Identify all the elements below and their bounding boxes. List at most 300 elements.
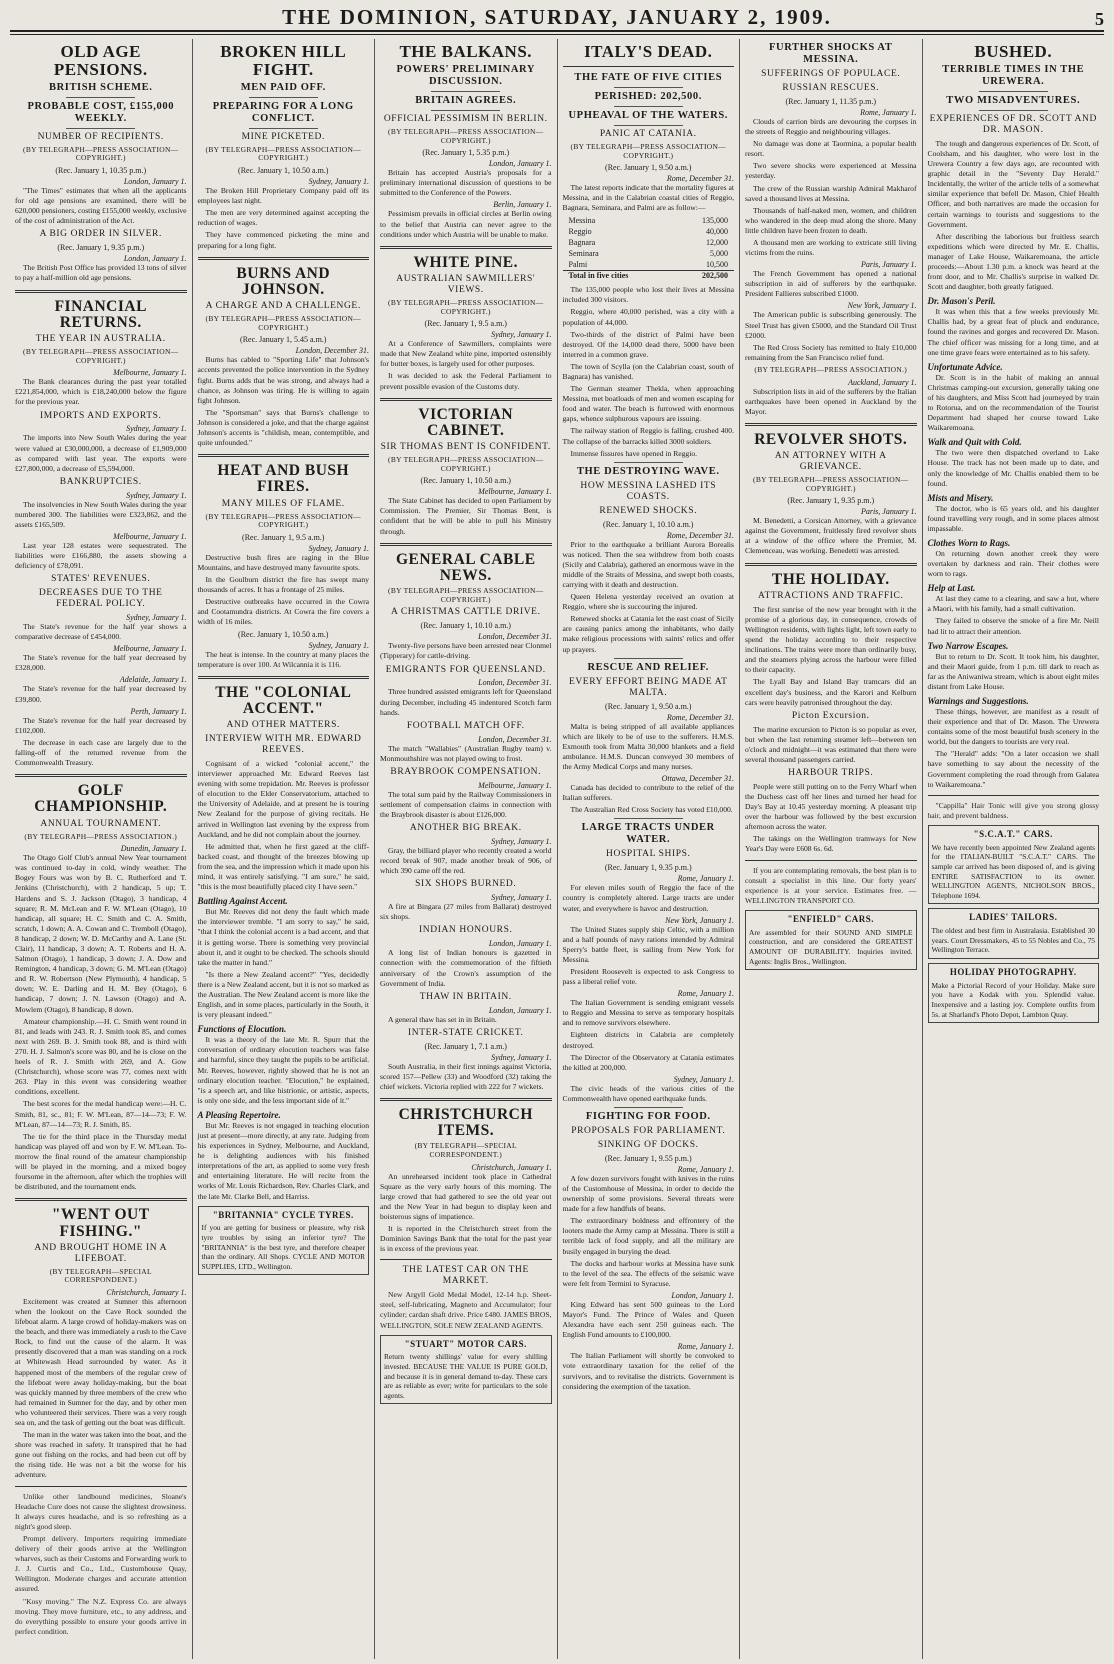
article-paragraph: Two severe shocks were experienced at Messina yesterday. bbox=[745, 161, 917, 181]
article-paragraph: Canada has decided to contribute to the relief of the Italian sufferers. bbox=[562, 783, 734, 803]
dateline: Melbourne, January 1. bbox=[478, 780, 552, 790]
article-paragraph: The State Cabinet has decided to open Parliament by Commission. The Premier, Sir Thomas Bent, is confident that he will be able to pull his Ministry through. bbox=[380, 496, 552, 536]
article-paragraph: Malta is being stripped of all available appliances which are likely to be of use to the sufferers. H.M.S. Exmouth took from Malta 30,000 blankets and a field ambulance. H.M.S. Duncan conveyed 30 members of the Army Medical Corps and many nurses. bbox=[562, 721, 734, 771]
table-total-row bbox=[563, 271, 735, 282]
article-paragraph: These things, however, are manifest as a result of their experience and that of Dr. Mason. The Urewera contains some of the most beautiful bush scenery in the world, but the dangers to tourists are very real. bbox=[927, 707, 1099, 747]
advert-stuart-motor-cars bbox=[380, 1335, 552, 1405]
article-paragraph: Immense fissures have opened in Reggio. bbox=[570, 448, 698, 458]
table-row bbox=[563, 249, 735, 260]
headline-revolver-shots: REVOLVER SHOTS. bbox=[754, 430, 908, 448]
headline-the-balkans: THE BALKANS. bbox=[399, 42, 533, 61]
article-paragraph: The German steamer Thekla, when approaching Messina, met boatloads of men and women escaping for food and water. The beach is furrowed with enormous gaps, whence sulphurous vapours are issuing. bbox=[562, 384, 734, 424]
article-paragraph: Last year 128 estates were sequestrated. The liabilities were £166,880, the assets showing a deficiency of £78,091. bbox=[15, 541, 187, 571]
subhead: DECREASES DUE TO THE FEDERAL POLICY. bbox=[38, 588, 163, 610]
article-paragraph: Subscription lists in aid of the sufferers by the Italian earthquakes have been opened in Auckland by the Mayor. bbox=[745, 386, 917, 416]
advert-body: Return twenty shillings' value for every shilling invested. BECAUSE THE VALUE IS PURE GOLD, and because it is in general demand to-day. These cars are as reliable as ever; write for particulars to the sole agents. bbox=[384, 1352, 548, 1400]
article-paragraph: The town of Scylla (on the Calabrian coast, south of Bagnara) has vanished. bbox=[562, 361, 734, 382]
article-paragraph: Cognisant of a wicked "colonial accent," the interviewer approached Mr. Edward Reeves last evening with some trepidation. Mr. Reeves is professor of elocution to the Elder Conservatorium, attached to the University of Adelaide, and at present he is touring New Zealand for the purpose of giving recitals. He arrived in Wellington last evening by the express from Auckland, and he did not complain about the journey. bbox=[197, 759, 369, 839]
article-paragraph: On returning down another creek they were overtaken by darkness and rain. Their clothes were worn to rags. bbox=[927, 548, 1099, 579]
subhead: AN ATTORNEY WITH A GRIEVANCE. bbox=[774, 451, 887, 473]
credit-line: (BY TELEGRAPH—PRESS ASSOCIATION—COPYRIGHT.) bbox=[205, 144, 361, 163]
side-heading: Functions of Elocution. bbox=[197, 1024, 287, 1035]
total-label: Total in five cities bbox=[563, 271, 675, 282]
dateline: Paris, January 1. bbox=[860, 507, 917, 517]
dateline: Melbourne, January 1. bbox=[478, 487, 552, 497]
dateline: Paris, January 1. bbox=[860, 260, 917, 270]
subhead: PANIC AT CATANIA. bbox=[599, 129, 697, 140]
article-paragraph: Clouds of carrion birds are devouring the corpses in the streets of Reggio and neighbouring villages. bbox=[745, 116, 917, 137]
article-paragraph: The men are very determined against accepting the reduction of wages. bbox=[197, 208, 369, 228]
article-paragraph: President Roosevelt is expected to ask Congress to pass a liberal relief vote. bbox=[562, 966, 734, 987]
credit-line: (BY TELEGRAPH—PRESS ASSOCIATION—COPYRIGHT.) bbox=[388, 455, 544, 473]
received-date: (Rec. January 1, 10.50 a.m.) bbox=[238, 166, 329, 176]
credit-line: (BY TELEGRAPH—PRESS ASSOCIATION—COPYRIGHT.) bbox=[388, 297, 544, 316]
subhead: AUSTRALIAN SAWMILLERS' VIEWS. bbox=[396, 274, 536, 295]
side-heading: Help at Last. bbox=[927, 583, 976, 594]
received-date: (Rec. January 1, 11.35 p.m.) bbox=[785, 96, 877, 106]
article-paragraph: It was decided to ask the Federal Parliament to prevent possible evasion of the Customs duty. bbox=[380, 371, 552, 391]
subhead: LARGE TRACTS UNDER WATER. bbox=[581, 822, 715, 846]
death-count: 10,500 bbox=[706, 259, 728, 269]
article-paragraph: The man in the water was taken into the boat, and the shore was reached in safety. It transpired that he had gone out fishing on the rocks, and had been cut off by the rising tide. He was not a bit the worse for his adventure. bbox=[15, 1430, 187, 1480]
dateline: London, December 31. bbox=[478, 678, 552, 688]
side-heading: Walk and Quit with Cold. bbox=[927, 437, 1022, 448]
dateline: Sydney, January 1. bbox=[491, 837, 552, 846]
received-date: (Rec. January 1, 9.55 p.m.) bbox=[604, 1153, 692, 1163]
article-paragraph: The latest reports indicate that the mortality figures at Messina, and in the Calabrian coastal cities of Reggio, Bagnara, Seminara, and Palmi are as follow:— bbox=[562, 183, 734, 213]
subhead: ANNUAL TOURNAMENT. bbox=[40, 818, 162, 829]
article-paragraph: But Mr. Reeves did not deny the fault which made the interviewer tremble. "I am sorry to say," he said, "that I think the colonial accent is a bad accent, and that it is getting worse. There is something very provincial about it, and it ought to be checked. The schools should take the matter in hand." bbox=[197, 907, 369, 967]
dateline: Rome, January 1. bbox=[677, 1164, 734, 1174]
advert-heading: "STUART" MOTOR CARS. bbox=[404, 1338, 527, 1349]
article-paragraph: "Is there a New Zealand accent?" "Yes, decidedly there is a New Zealand accent, but it is not so marked as the Australian. The New Zealand accent is more like the English, and in some places, particularly in the South, it is very pleasant indeed." bbox=[197, 969, 369, 1020]
subhead: FIGHTING FOR FOOD. bbox=[585, 1111, 711, 1123]
dateline: London, December 31. bbox=[295, 346, 369, 356]
advert-heading: LADIES' TAILORS. bbox=[969, 912, 1058, 923]
article-paragraph: The tough and dangerous experiences of Dr. Scott, of Coolsham, and his daughter, who were lost in the Urewera Country a few days ago, are recounted with graphic detail in the "Seventy Day Herald." Incidentally, the writer of the article tells of a somewhat similar experience that befell Dr. Mason, Chief Health Officer, and both narratives are made the occasion for certain warnings to tourists and suggestions to the Government. bbox=[927, 138, 1099, 229]
subhead: SINKING OF DOCKS. bbox=[597, 1140, 699, 1150]
headline-christchurch-items: CHRISTCHURCH ITEMS. bbox=[398, 1105, 533, 1140]
article-paragraph: The first sunrise of the new year brought with it the promise of a glorious day, in consequence, crowds of Wellington residents, with lights light, left town early to spend the holiday according to their respective inclinations. The trains were more than ordinarily busy, and the steamers plying across the harbour were filled to their capacity. bbox=[745, 604, 917, 675]
subhead: INTER-STATE CRICKET. bbox=[407, 1027, 524, 1038]
headline-italys-dead: ITALY'S DEAD. bbox=[584, 42, 713, 61]
advert-holiday-photography bbox=[928, 963, 1100, 1023]
credit-line: (BY TELEGRAPH—PRESS ASSOCIATION—COPYRIGHT.) bbox=[388, 586, 544, 604]
column-2 bbox=[193, 39, 376, 1659]
article-paragraph: The British Post Office has provided 13 tons of silver to pay a half-million old age pensions. bbox=[15, 263, 187, 283]
dateline: Auckland, January 1. bbox=[848, 377, 917, 387]
subhead: BRITAIN AGREES. bbox=[415, 94, 517, 106]
article-paragraph: A few dozen survivors fought with knives in the ruins of the Customhouse of Messina, in order to decide the ownership of some provisions. Several threats were made for a few handfuls of beans. bbox=[562, 1173, 734, 1214]
dateline: London, January 1. bbox=[671, 1290, 734, 1300]
subhead: IMPORTS AND EXPORTS. bbox=[40, 410, 162, 421]
advert-paragraph: New Argyll Gold Medal Model, 12-14 h.p. Sheet-steel, self-lubricating, Magneto and Accumulator; four cylinder; cardan shaft drive. Price £480. JAMES BROS, WELLINGTON, SOLE NEW ZEALAND AGENTS. bbox=[380, 1290, 552, 1330]
subhead: EXPERIENCES OF DR. SCOTT AND DR. MASON. bbox=[929, 114, 1097, 135]
subhead: ANOTHER BIG BREAK. bbox=[409, 823, 522, 834]
subhead: BRAYBROOK COMPENSATION. bbox=[390, 766, 542, 777]
column-4 bbox=[558, 39, 741, 1659]
dateline: New York, January 1. bbox=[665, 915, 734, 925]
dateline: Sydney, January 1. bbox=[673, 1074, 734, 1084]
subhead: RUSSIAN RESCUES. bbox=[782, 83, 880, 94]
subhead: A CHRISTMAS CATTLE DRIVE. bbox=[390, 607, 541, 618]
subhead: RESCUE AND RELIEF. bbox=[587, 661, 710, 673]
death-toll-table bbox=[563, 216, 735, 282]
article-paragraph: Two-thirds of the district of Palmi have been destroyed. Of the 14,000 dead there, 5000 have been interred in a common grave. bbox=[562, 329, 734, 359]
city-name: Messina bbox=[568, 216, 596, 226]
subhead: HOW MESSINA LASHED ITS COASTS. bbox=[580, 480, 717, 502]
credit-line: (BY TELEGRAPH—PRESS ASSOCIATION—COPYRIGHT.) bbox=[388, 126, 544, 145]
dateline: London, January 1. bbox=[488, 159, 552, 169]
article-paragraph: The Italian Government is sending emigrant vessels to Reggio and Messina to serve as temporary hospitals and to remove survivors elsewhere. bbox=[562, 998, 734, 1028]
article-paragraph: The Lyall Bay and Island Bay tramcars did an excellent day's business, and the Karori and Kelburn cars were heavily patronised throughout the day. bbox=[745, 677, 917, 707]
subhead: MINE PICKETED. bbox=[241, 131, 325, 142]
subhead: AND BROUGHT HOME IN A LIFEBOAT. bbox=[34, 1242, 168, 1264]
received-date: (Rec. January 1, 5.35 p.m.) bbox=[422, 148, 510, 158]
dateline: London, December 31. bbox=[478, 734, 552, 744]
subhead: PREPARING FOR A LONG CONFLICT. bbox=[212, 100, 354, 124]
column-1 bbox=[10, 39, 193, 1659]
article-paragraph: After describing the laborious but fruitless search expeditions which were directed by Mr. E. Challis, manager of Lake House, Waikaremoana, the article proceeds:—About 1.30 p.m. a knock was heard at the front door, and to Mr. Challis's surprise in walked Dr. Scott and daughter, both greatly fatigued. bbox=[927, 231, 1099, 292]
dateline: Rome, December 31. bbox=[666, 530, 734, 540]
advert-britannia-tyres bbox=[198, 1206, 370, 1276]
advert-paragraph: Unlike other landbound medicines, Sloane's Headache Cure does not cause the slightest drowsiness. It always cures headache, and is so refreshing as a night's good sleep. bbox=[15, 1491, 187, 1531]
article-paragraph: People were still putting on to the Ferry Wharf when the Duchess cast off her lines and turned her head for Day's Bay at 10.45 yesterday morning. A pleasant trip over the harbour was followed by the best excursion afternoon across the water. bbox=[745, 781, 917, 832]
article-paragraph: The Australian Red Cross Society has voted £10,000. bbox=[570, 805, 733, 815]
article-paragraph: The State's revenue for the half year shows a comparative decrease of £454,000. bbox=[15, 622, 187, 642]
subhead: SIX SHOPS BURNED. bbox=[415, 879, 517, 890]
article-paragraph: The civic heads of the various cities of the Commonwealth have opened earthquake funds. bbox=[562, 1083, 734, 1103]
death-count: 5,000 bbox=[710, 248, 728, 258]
subhead: FOOTBALL MATCH OFF. bbox=[406, 720, 525, 731]
columns bbox=[10, 39, 1104, 1659]
credit-line: (BY TELEGRAPH—PRESS ASSOCIATION—COPYRIGHT.) bbox=[205, 314, 361, 332]
advert-heading: "BRITANNIA" CYCLE TYRES. bbox=[212, 1209, 354, 1220]
article-paragraph: A general thaw has set in in Britain. bbox=[388, 1014, 497, 1024]
article-paragraph: The Director of the Observatory at Catania estimates the killed at 200,000. bbox=[562, 1052, 734, 1072]
article-paragraph: The Broken Hill Proprietary Company paid off its employees last night. bbox=[197, 186, 369, 206]
received-date: (Rec. January 1, 9.35 p.m.) bbox=[604, 863, 692, 873]
side-heading: Unfortunate Advice. bbox=[927, 361, 1003, 372]
article-paragraph: Britain has accepted Austria's proposals for a preliminary international discussion of questions to be submitted to the Conference of the Powers. bbox=[380, 168, 552, 198]
dateline: Melbourne, January 1. bbox=[113, 644, 187, 654]
advert-heading: HOLIDAY PHOTOGRAPHY. bbox=[949, 966, 1077, 977]
death-count: 40,000 bbox=[706, 227, 728, 237]
headline-colonial-accent: THE "COLONIAL ACCENT." bbox=[215, 683, 352, 717]
headline-burns-and-johnson: BURNS AND JOHNSON. bbox=[236, 264, 331, 298]
masthead bbox=[10, 4, 1104, 32]
subhead: PROBABLE COST, £155,000 WEEKLY. bbox=[27, 100, 175, 124]
city-name: Bagnara bbox=[568, 238, 596, 248]
subhead: THE YEAR IN AUSTRALIA. bbox=[35, 334, 166, 345]
dateline: Sydney, January 1. bbox=[308, 177, 369, 187]
subhead: EMIGRANTS FOR QUEENSLAND. bbox=[385, 664, 546, 675]
article-paragraph: The Bank clearances during the past year totalled £221,854,000, which is £18,240,000 below the figure for the previous year. bbox=[15, 377, 187, 407]
dateline: Rome, January 1. bbox=[677, 989, 734, 999]
subhead: THE DESTROYING WAVE. bbox=[576, 465, 720, 477]
death-count: 135,000 bbox=[702, 216, 728, 226]
subhead: AND OTHER MATTERS. bbox=[226, 720, 340, 731]
subhead: TERRIBLE TIMES IN THE UREWERA. bbox=[942, 63, 1085, 87]
headline-white-pine: WHITE PINE. bbox=[413, 253, 519, 271]
article-paragraph: The railway station of Reggio is falling, crushed 400. The collapse of the barracks killed 3000 soldiers. bbox=[562, 426, 734, 446]
article-paragraph: The tie for the third place in the Thursday medal handicap was played off and won by F. W. M'Lean. To-morrow the final round of the amateur championship will be played in the morning, and a mixed bogey foursome in the afternoon, after which the trophies will be distributed, and the tournament ends. bbox=[15, 1131, 187, 1192]
dateline: Sydney, January 1. bbox=[491, 330, 552, 340]
advert-heading: "ENFIELD" CARS. bbox=[787, 913, 874, 924]
article-paragraph: Twenty-five persons have been arrested near Clonmel (Tipperary) for cattle-driving. bbox=[380, 641, 552, 661]
article-paragraph: M. Benedetti, a Corsican Attorney, with a grievance against the Government, fruitlessly fired revolver shots at a window of the office where the Premier, M. Clemenceau, was working. Benedetti was arrested. bbox=[745, 516, 917, 556]
dateline: New York, January 1. bbox=[847, 301, 917, 311]
credit-line: (BY TELEGRAPH—PRESS ASSOCIATION—COPYRIGHT.) bbox=[23, 346, 179, 365]
subhead: THE LATEST CAR ON THE MARKET. bbox=[402, 1265, 529, 1287]
advert-scat-cars bbox=[928, 825, 1100, 904]
article-paragraph: Excitement was created at Sumner this afternoon when the lookout on the Cave Rock sounded the lifeboat alarm. A large crowd of holiday-makers was on the beach, and there was immediately a rush to the Cave Rock, to find out the cause of the alarm. It was presently discovered that a man was standing on a rock at Whitewash Head surrounded by water. As it happened most of the members of the regular crew of the lifeboat were away holiday-making, but the boat was quickly manned by three members of the crew who had remained in Sumner for the day, and by other men who volunteered their services. There was a very rough sea on, and the task of getting out the boat was difficult. bbox=[15, 1296, 187, 1428]
dateline: London, January 1. bbox=[488, 939, 552, 949]
subhead: POWERS' PRELIMINARY DISCUSSION. bbox=[396, 63, 535, 87]
dateline: Berlin, January 1. bbox=[493, 200, 552, 210]
headline-old-age-pensions: OLD AGE PENSIONS. bbox=[53, 42, 148, 79]
advert-paragraph: "Kosy moving." The N.Z. Express Co. are always moving. They move furniture, etc., to any address, and do everything possible to ensure your goods arrive in perfect condition. bbox=[15, 1596, 187, 1636]
subhead: MEN PAID OFF. bbox=[240, 81, 326, 93]
headline-went-out-fishing: "WENT OUT FISHING." bbox=[51, 1206, 150, 1240]
subhead: INTERVIEW WITH MR. EDWARD REEVES. bbox=[205, 734, 362, 756]
subhead: TWO MISADVENTURES. bbox=[946, 94, 1081, 106]
advert-paragraph: Prompt delivery. Importers requiring immediate delivery of their goods arrive at the Wellington wharves, such as their Customs and Forwarding work to J. J. Curtis and Co., Ltd., Customhouse Quay, Wellington. Moderate charges and accurate attention assured. bbox=[15, 1533, 187, 1594]
article-paragraph: For eleven miles south of Reggio the face of the country is completely altered. Large tracts are under water, and everywhere is havoc and destruction. bbox=[562, 883, 734, 913]
article-paragraph: No damage was done at Taormina, a popular health resort. bbox=[745, 139, 917, 159]
side-heading: Mists and Misery. bbox=[927, 492, 994, 503]
subhead: PERISHED: 202,500. bbox=[594, 90, 702, 102]
article-paragraph: The heat is intense. In the country at many places the temperature is over 100. At Wilcannia it is 116. bbox=[197, 649, 369, 669]
headline-financial-returns: FINANCIAL RETURNS. bbox=[54, 297, 147, 331]
subhead: BANKRUPTCIES. bbox=[59, 476, 142, 487]
article-paragraph: The insolvencies in New South Wales during the year numbered 300. The liabilities were £323,862, and the assets £165,509. bbox=[15, 499, 187, 529]
dateline: Rome, January 1. bbox=[677, 874, 734, 884]
advert-ladies-tailors bbox=[928, 908, 1100, 959]
subhead: INDIAN HONOURS. bbox=[419, 925, 513, 936]
article-paragraph: Burns has cabled to "Sporting Life" that Johnson's accents prevented the police intervention in the Sydney fight. Burns adds that he was strong, and always had a chance, as Johnson was tiring. He is willing to again fight Johnson. bbox=[197, 355, 369, 405]
article-paragraph: Destructive outbreaks have occurred in the Cowra and Cootamundra districts. At Cowra the fire covers a width of 16 miles. bbox=[197, 597, 369, 627]
subhead: ATTRACTIONS AND TRAFFIC. bbox=[758, 590, 904, 601]
article-paragraph: Thousands of half-naked men, women, and children who wandered in the deep mud along the shore. Many little children have been frozen to death. bbox=[745, 205, 917, 235]
article-paragraph: It was a theory of the late Mr. R. Spurr that the conversation of ordinary elocution teachers was false and harmful, since they taught the pupils to be artificial. Mr. Reeves, however, rightly showed that he is not an ordinary elocution teacher. "Elocution," he explained, "is a speech art, and like histrionic, or artistic, aspects, is only one side, and the less important side of it." bbox=[197, 1035, 369, 1105]
article-paragraph: Three hundred assisted emigrants left for Queensland during December, including 45 indentured Scotch farm hands. bbox=[380, 687, 552, 717]
article-paragraph: A thousand men are working to extricate still living victims from the ruins. bbox=[745, 238, 917, 258]
article-paragraph: The State's revenue for the half year decreased by £102,000. bbox=[15, 715, 187, 735]
article-paragraph: Prior to the earthquake a brilliant Aurora Borealis was noticed. Then the sea withdrew from both coasts (Sicily and Calabria), gathered an enormous wave in the middle of the Straits of Messina, and swept both coasts, carrying with it death and destruction. bbox=[562, 539, 734, 589]
article-paragraph: The American public is subscribing generously. The Steel Trust has given £5000, and the Standard Oil Trust £2000. bbox=[745, 310, 917, 340]
subhead: SUFFERINGS OF POPULACE. bbox=[761, 69, 901, 80]
advert-paragraph: "Cappilla" Hair Tonic will give you strong glossy hair, and prevent baldness. bbox=[927, 800, 1099, 820]
dateline: London, December 31. bbox=[478, 632, 552, 642]
received-date: (Rec. January 1, 9.35 p.m.) bbox=[787, 496, 875, 506]
side-heading: Warnings and Suggestions. bbox=[927, 696, 1029, 706]
dateline: Sydney, January 1. bbox=[126, 424, 187, 434]
table-row bbox=[563, 216, 735, 227]
advert-body: Are assembled for their SOUND AND SIMPLE construction, and are considered the GREATEST AMOUNT OF DURABILITY. Inquiries invited. Agents: Inglis Bros., Wellington. bbox=[749, 927, 913, 966]
subhead: HOSPITAL SHIPS. bbox=[606, 849, 691, 860]
dateline: Melbourne, January 1. bbox=[113, 532, 187, 542]
headline-bushed: BUSHED. bbox=[974, 42, 1053, 61]
credit-line: (BY TELEGRAPH—PRESS ASSOCIATION—COPYRIGHT.) bbox=[753, 474, 909, 493]
article-paragraph: The extraordinary boldness and effrontery of the looters made the Army camp at Messina. There is still a terrible lack of food supply, and all the military are busily engaged in burying the dead. bbox=[562, 1216, 734, 1256]
article-paragraph: They failed to observe the smoke of a fire Mr. Neill had lit to attract their attention. bbox=[927, 616, 1099, 636]
dateline: Rome, December 31. bbox=[666, 174, 734, 184]
article-paragraph: Queen Helena yesterday received an ovation at Reggio, where she is succouring the injured. bbox=[562, 592, 734, 612]
credit-line: (BY TELEGRAPH—SPECIAL CORRESPONDENT.) bbox=[414, 1141, 517, 1160]
article-paragraph: The "Sportsman" says that Burns's challenge to Johnson is considered a joke, and that the charge against Johnson's accents is "childish, mean, contemptible, and quite unfounded." bbox=[197, 407, 370, 448]
article-paragraph: A long list of Indian honours is gazetted in connection with the commemoration of the fiftieth anniversary of the Crown's assumption of the Government of India. bbox=[380, 948, 552, 988]
side-heading: Two Narrow Escapes. bbox=[927, 640, 1009, 651]
dateline: London, January 1. bbox=[123, 254, 187, 264]
column-6 bbox=[923, 39, 1105, 1659]
article-paragraph: It is reported in the Christchurch street from the Dominion Savings Bank that the total for the past year is in excess of the previous year. bbox=[380, 1224, 552, 1254]
subhead: FURTHER SHOCKS AT MESSINA. bbox=[769, 42, 893, 66]
dateline: London, January 1. bbox=[488, 1005, 552, 1015]
dateline: Melbourne, January 1. bbox=[113, 368, 187, 378]
headline-victorian-cabinet: VICTORIAN CABINET. bbox=[418, 405, 514, 439]
article-paragraph: The docks and harbour works at Messina have sunk to the level of the sea. The effects of the seismic wave were felt from Termini to Syracuse. bbox=[562, 1258, 734, 1288]
dateline: Rome, January 1. bbox=[677, 1342, 734, 1352]
article-paragraph: Destructive bush fires are raging in the Blue Mountains, and have destroyed many favourite spots. bbox=[197, 552, 369, 572]
advert-heading: "S.C.A.T." CARS. bbox=[973, 828, 1053, 839]
article-paragraph: The "Herald" adds: "On a later occasion we shall have something to say about the necessity of the Government completing the road through from Galatea to Waikaremoana." bbox=[927, 749, 1099, 789]
page-number: 5 bbox=[1095, 9, 1104, 29]
received-date: (Rec. January 1, 7.1 a.m.) bbox=[424, 1041, 507, 1051]
subhead: STATES' REVENUES. bbox=[51, 574, 151, 585]
side-heading: Dr. Mason's Peril. bbox=[927, 296, 996, 307]
credit-line: (BY TELEGRAPH—PRESS ASSOCIATION.) bbox=[24, 831, 178, 841]
credit-line: (BY TELEGRAPH—PRESS ASSOCIATION—COPYRIGHT.) bbox=[570, 141, 726, 160]
city-name: Seminara bbox=[568, 248, 599, 258]
article-paragraph: King Edward has sent 500 guineas to the Lord Mayor's Fund. The Prince of Wales and Queen Alexandra have each sent 250 guineas each. The English Fund amounts to £100,000. bbox=[562, 1299, 734, 1340]
article-paragraph: The crew of the Russian warship Admiral Makharof saved a thousand lives at Messina. bbox=[745, 183, 917, 203]
article-paragraph: The doctor, who is 65 years old, and his daughter found travelling very rough, and in some places almost impassable. bbox=[927, 503, 1099, 533]
dateline: London, January 1. bbox=[123, 177, 187, 187]
dateline: Adelaide, January 1. bbox=[119, 675, 187, 685]
subhead: RENEWED SHOCKS. bbox=[599, 505, 698, 516]
dateline: Ottawa, December 31. bbox=[661, 774, 734, 783]
subhead: HARBOUR TRIPS. bbox=[788, 768, 874, 778]
dateline: Sydney, January 1. bbox=[126, 490, 187, 500]
article-paragraph: Renewed shocks at Catania let the east coast of Sicily are causing panics among the inhabitants, who daily make religious processions with saints' relics and offer up prayers. bbox=[562, 614, 734, 654]
subhead: UPHEAVAL OF THE WATERS. bbox=[568, 109, 728, 121]
article-paragraph: The 135,000 people who lost their lives at Messina included 300 visitors. bbox=[562, 285, 734, 305]
headline-golf-championship: GOLF CHAMPIONSHIP. bbox=[34, 782, 168, 816]
advert-paragraph: If you are contemplating removals, the best plan is to consult a specialist in this line. Our forty years' experience is at your service. Estimates free. — WELLINGTON TRANSPORT CO. bbox=[745, 865, 917, 905]
advert-body: We have recently been appointed New Zealand agents for the ITALIAN-BUILT "S.C.A.T." CARS. The sample car arrived has been disposed of, and is giving ENTIRE SATISFACTION to its owner. WELLINGTON AGENTS, NICHOLSON BROS., Telephone 1694. bbox=[931, 842, 1095, 900]
advert-enfield-cars bbox=[745, 910, 917, 970]
article-paragraph: The Italian Parliament will shortly be convoked to vote extraordinary taxation for the relief of the survivors, and to revitalise the districts. Government is considering the exemption of the taxation. bbox=[562, 1351, 734, 1391]
article-paragraph: But to return to Dr. Scott. It took him, his daughter, and their Maori guide, from 1 p.m. till dark to reach as far as the Aniwaniwa stream, which is about eight miles distant from Lake House. bbox=[927, 651, 1099, 691]
article-paragraph: The imports into New South Wales during the year were valued at £30,000,000, a decrease of £1,909,000 as compared with last year. The exports were £27,800,000, a decrease of £5,594,000. bbox=[15, 433, 187, 473]
side-heading: Clothes Worn to Rags. bbox=[927, 537, 1011, 548]
article-paragraph: The two were then dispatched overland to Lake House. The track has not been made up to date, and only the knowledge of Mr. Challis enabled them to be found. bbox=[927, 448, 1099, 488]
article-paragraph: Reggio, where 40,000 perished, was a city with a population of 44,000. bbox=[562, 307, 734, 327]
article-paragraph: At last they came to a clearing, and saw a hut, where a Maori, with his family, had a small cultivation. bbox=[927, 594, 1099, 614]
article-paragraph: But Mr. Reeves is not engaged in teaching elocution just at present—more directly, at any rate. Judging from his experiences in Sydney, Melbourne, and Auckland, he is delighting audiences with his finished interpretations of the art, as applied to some very fresh and entertaining literature. He will recite from the works of Mr. Louis Richardson, Rev. Charles Clark, and the late Mr. Clarke Bell, and Harriss. bbox=[197, 1120, 369, 1201]
article-paragraph: They have commenced picketing the mine and preparing for a long fight. bbox=[197, 230, 369, 250]
dateline: Sydney, January 1. bbox=[308, 640, 369, 650]
subhead: NUMBER OF RECIPIENTS. bbox=[37, 131, 164, 142]
subhead: EVERY EFFORT BEING MADE AT MALTA. bbox=[568, 676, 728, 698]
credit-line: (BY TELEGRAPH—SPECIAL CORRESPONDENT.) bbox=[49, 1266, 152, 1285]
advert-body: Make a Pictorial Record of your Holiday. Make sure you have a Kodak with you. Splendid value. Inexpensive and a lasting joy. Complete outfits from 5s. at Sharland's Photo Depot, Lambton Quay. bbox=[931, 980, 1095, 1019]
article-paragraph: The French Government has opened a national subscription in aid of sufferers by the earthquake. President Fallieres subscribed £1000. bbox=[745, 269, 917, 299]
headline-general-cable-news: GENERAL CABLE NEWS. bbox=[395, 550, 536, 584]
subhead: THE FATE OF FIVE CITIES bbox=[574, 71, 723, 83]
article-paragraph: It was when this that a few weeks previously Mr. Challis had, by a great feat of pluck and endurance, found the ravines and gorges and recovered Dr. Mason. The chief officer was missing for a long time, and at one time grave fears were entertained as to his safety. bbox=[927, 307, 1099, 357]
dateline: Sydney, January 1. bbox=[491, 893, 552, 903]
article-paragraph: The Red Cross Society has remitted to Italy £10,000 remaining from the San Francisco relief fund. bbox=[745, 342, 917, 362]
dateline: Dunedin, January 1. bbox=[120, 844, 187, 854]
headline-broken-hill-fight: BROKEN HILL FIGHT. bbox=[220, 42, 347, 79]
article-paragraph: The United States supply ship Celtic, with a million and a half pounds of navy rations intended by Admiral Sperry's battle fleet, is sailing from New York for Messina. bbox=[562, 924, 734, 964]
article-paragraph: In the Goulburn district the fire has swept many thousands of acres. It has a frontage of 25 miles. bbox=[197, 575, 369, 595]
received-date: (Rec. January 1, 9.50 a.m.) bbox=[605, 701, 692, 711]
dateline: Sydney, January 1. bbox=[308, 543, 369, 553]
credit-line: (BY TELEGRAPH—PRESS ASSOCIATION—COPYRIGHT.) bbox=[205, 511, 361, 530]
side-heading: Battling Against Accent. bbox=[197, 896, 288, 907]
article-paragraph: South Australia, in their first innings against Victoria, scored 157—Pellew (33) and Woodford (32) taking the chief wickets. Victoria replied with 222 for 7 wickets. bbox=[380, 1061, 552, 1091]
credit-line: (BY TELEGRAPH—PRESS ASSOCIATION.) bbox=[754, 364, 908, 374]
table-row bbox=[563, 227, 735, 238]
received-date: (Rec. January 1, 9.35 p.m.) bbox=[57, 243, 145, 253]
article-paragraph: Pessimism prevails in official circles at Berlin owing to the belief that Austria can never agree to the conditions under which Austria will be unable to make. bbox=[380, 209, 552, 239]
subhead: PROPOSALS FOR PARLIAMENT. bbox=[571, 1126, 726, 1137]
subhead: A CHARGE AND A CHALLENGE. bbox=[205, 301, 361, 312]
subhead: OFFICIAL PESSIMISM IN BERLIN. bbox=[383, 114, 548, 125]
article-paragraph: The total sum paid by the Railway Commissioners in settlement of compensation claims in connection with the Braybrook disaster is about £126,000. bbox=[380, 789, 552, 819]
city-name: Reggio bbox=[568, 227, 592, 237]
dateline: Christchurch, January 1. bbox=[106, 1287, 187, 1297]
dateline: Christchurch, January 1. bbox=[471, 1162, 552, 1172]
subhead: BRITISH SCHEME. bbox=[48, 81, 153, 93]
city-name: Palmi bbox=[568, 259, 588, 269]
article-paragraph: At a Conference of Sawmillers, complaints were made that New Zealand white pine, imported ostensibly for butter boxes, is largely used for other purposes. bbox=[380, 339, 552, 369]
subhead: MANY MILES OF FLAME. bbox=[221, 498, 345, 509]
received-date: (Rec. January 1, 10.50 a.m.) bbox=[238, 629, 329, 639]
side-heading: A Pleasing Repertoire. bbox=[197, 1109, 281, 1120]
dateline: Rome, January 1. bbox=[860, 107, 917, 117]
dateline: Perth, January 1. bbox=[130, 706, 187, 716]
received-date: (Rec. January 1, 9.5 a.m.) bbox=[424, 319, 507, 329]
article-paragraph: The marine excursion to Picton is so popular as ever, but when the last returning steamer left—between ten o'clock and midnight—it was estimated that there were several thousand passengers carried. bbox=[745, 724, 917, 764]
article-paragraph: Gray, the billiard player who recently created a world record break of 907, made another break of 906, of which 390 came off the red. bbox=[380, 846, 552, 876]
received-date: (Rec. January 1, 9.5 a.m.) bbox=[242, 532, 325, 542]
article-paragraph: Eighteen districts in Calabria are completely destroyed. bbox=[562, 1030, 734, 1050]
article-paragraph: The best scores for the medal handicap were:—H. C. Smith, 81, sc., 81; F. W. M'Lean, 87—14—73; F. W. M'Lean, 87—14—73; R. J. Smith, 85. bbox=[15, 1099, 187, 1129]
article-paragraph: He admitted that, when he first gazed at the cliff-backed coast, and thought of the breezes blowing up from the sea, and the impression which it made upon his mind, it was entirely satisfying. "I am sure," he said, "this is the most beautifully placed city I have seen." bbox=[197, 841, 369, 892]
subhead: THAW IN BRITAIN. bbox=[419, 991, 512, 1002]
article-paragraph: Amateur championship.—H. C. Smith went round in 81, and leads with 243. R. J. Smith took 85, and comes next with 269. B. J. Smith took 88, and is third with 270. H. J. Salmon's score was 80, and he is close on the heels of R. J. Smith with 269, and A. Gow (Christchurch), whose score was 77, comes next with 263. Play in this event was considering weather conditions, excellent. bbox=[15, 1016, 187, 1097]
received-date: (Rec. January 1, 10.50 a.m.) bbox=[420, 476, 511, 486]
article-paragraph: The State's revenue for the half year decreased by £328,000. bbox=[15, 653, 187, 673]
article-paragraph: "The Times" estimates that when all the applicants for old age pensions are examined, there will be 620,000 pensioners, costing £155,000 weekly, exclusive of the cost of administration of the Act. bbox=[15, 186, 187, 226]
received-date: (Rec. January 1, 10.35 p.m.) bbox=[55, 166, 147, 176]
advert-body: If you are getting for business or pleasure, why risk tyre troubles by using an inferior tyre? The "BRITANNIA" is the best tyre, and therefore cheaper than the ordinary. All Shops. CYCLE AND MOTOR SUPPLIES, LTD., Wellington. bbox=[201, 1223, 365, 1271]
article-paragraph: The State's revenue for the half year decreased by £39,800. bbox=[15, 684, 187, 704]
masthead-title: THE DOMINION, SATURDAY, JANUARY 2, 1909. bbox=[282, 5, 832, 29]
advert-body: The oldest and best firm in Australasia. Established 30 years. Court Dressmakers, 45 to 55 Nobles and Co., 75 Wellington Terrace. bbox=[931, 926, 1095, 955]
headline-heat-and-bush-fires: HEAT AND BUSH FIRES. bbox=[217, 462, 350, 496]
table-row bbox=[563, 238, 735, 249]
dateline: Sydney, January 1. bbox=[126, 613, 187, 623]
column-3 bbox=[375, 39, 558, 1659]
received-date: (Rec. January 1, 10.10 a.m.) bbox=[603, 519, 694, 529]
subhead: A BIG ORDER IN SILVER. bbox=[39, 229, 162, 240]
received-date: (Rec. January 1, 10.10 a.m.) bbox=[420, 621, 511, 631]
